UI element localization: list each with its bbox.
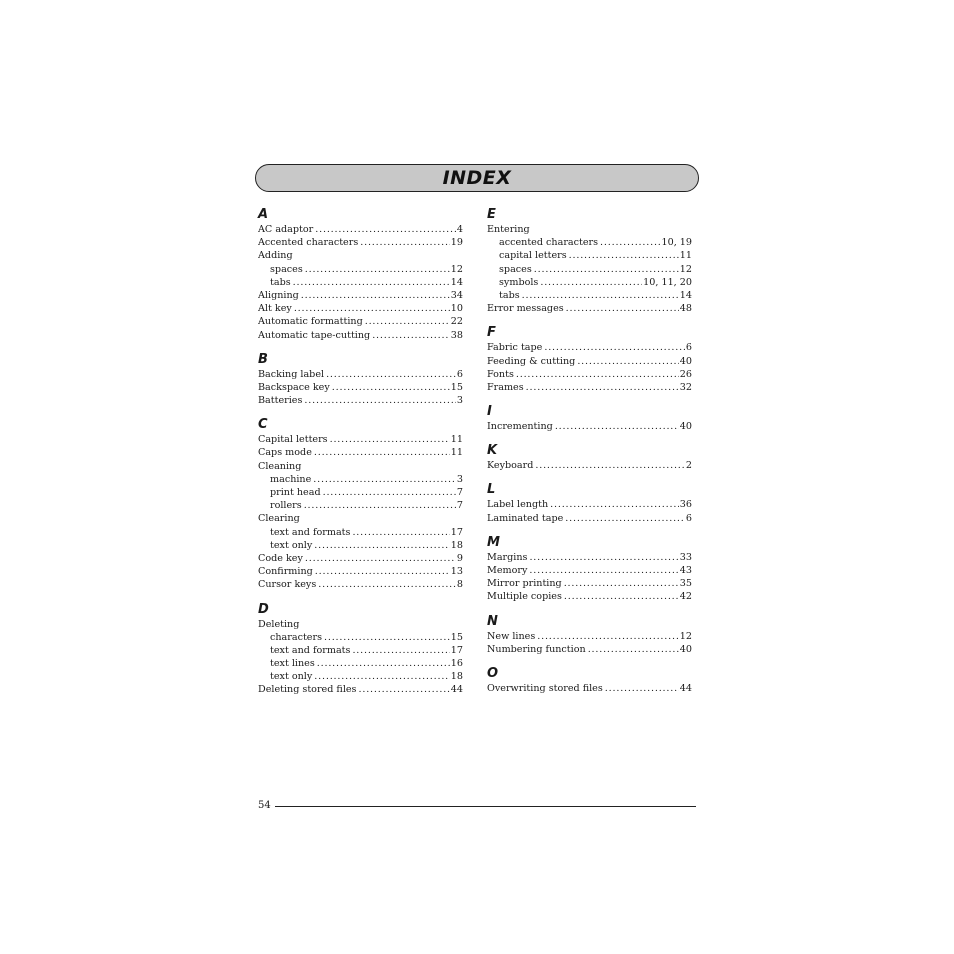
index-entry	[487, 577, 692, 590]
index-entry	[258, 289, 463, 302]
index-entry-term: tabs	[270, 276, 291, 288]
index-entry-page: 18	[450, 671, 463, 683]
dot-leader	[534, 263, 679, 276]
index-entry-page: 33	[679, 551, 692, 563]
index-entry-term: text lines	[270, 658, 315, 670]
index-entry	[258, 263, 463, 276]
index-entry-term: Laminated tape	[487, 512, 564, 524]
dot-leader	[294, 302, 450, 315]
dot-leader	[565, 512, 685, 525]
index-entry	[258, 539, 463, 552]
index-entry-term: text only	[270, 671, 313, 683]
section-letter-m: M	[487, 534, 500, 550]
index-entry-page: 13	[450, 566, 463, 578]
index-entry-term: rollers	[270, 500, 302, 512]
index-entry	[487, 355, 692, 368]
index-entry-page: 4	[456, 224, 463, 235]
index-entry-term: Capital letters	[258, 434, 328, 446]
index-entry-page: 44	[450, 684, 463, 696]
dot-leader	[544, 341, 685, 354]
index-entry	[487, 682, 692, 695]
index-entry-term: Multiple copies	[487, 591, 562, 603]
index-entry-page: 36	[679, 499, 692, 511]
section-letter-e: E	[487, 207, 496, 222]
dot-leader	[555, 420, 679, 433]
index-entry-term: accented characters	[499, 237, 599, 249]
index-entry-term: Automatic formatting	[258, 316, 363, 328]
index-entry-page: 35	[679, 578, 692, 590]
index-entry-term: Feeding & cutting	[487, 355, 576, 367]
index-entry-term: Numbering function	[487, 643, 586, 655]
index-entry	[258, 631, 463, 644]
index-entry-term: Margins	[487, 551, 528, 563]
index-title-banner	[255, 164, 699, 192]
index-entry-term: New lines	[487, 630, 536, 642]
index-entry	[258, 670, 463, 683]
index-entry	[487, 551, 692, 564]
dot-leader	[313, 473, 456, 486]
index-entry	[487, 223, 692, 236]
index-entry	[487, 249, 692, 262]
index-entry	[258, 526, 463, 539]
section-letter-b: B	[258, 351, 268, 367]
index-entry	[258, 657, 463, 670]
index-entry-term: Backspace key	[258, 381, 330, 393]
index-entry-term: Entering	[487, 224, 530, 235]
index-entry-term: Mirror printing	[487, 578, 562, 590]
footer-rule	[275, 806, 696, 807]
index-entry-term: Error messages	[487, 303, 564, 315]
index-entry-page: 11	[679, 250, 692, 262]
dot-leader	[564, 577, 679, 590]
index-entry	[487, 289, 692, 302]
dot-leader	[304, 394, 455, 407]
index-entry-page: 48	[679, 303, 692, 315]
index-entry-term: spaces	[270, 263, 303, 275]
section-letter-k: K	[487, 443, 498, 459]
dot-leader	[326, 368, 456, 381]
dot-leader	[529, 551, 678, 564]
dot-leader	[577, 355, 678, 368]
index-entry-term: Alt key	[258, 303, 292, 315]
index-entry	[258, 329, 463, 342]
index-entry-page: 14	[679, 289, 692, 301]
index-entry	[487, 512, 692, 525]
index-entry	[487, 590, 692, 603]
index-entry	[487, 368, 692, 381]
dot-leader	[526, 381, 679, 394]
index-entry-page: 10, 11, 20	[643, 276, 692, 288]
index-entry	[258, 618, 463, 631]
index-entry-page: 18	[450, 539, 463, 551]
dot-leader	[564, 590, 679, 603]
index-entry-term: text only	[270, 539, 313, 551]
index-entry-page: 6	[685, 512, 692, 524]
index-entry-page: 16	[450, 658, 463, 670]
dot-leader	[522, 289, 679, 302]
index-entry-page: 44	[679, 682, 692, 694]
dot-leader	[569, 249, 679, 262]
index-entry-term: characters	[270, 631, 322, 643]
index-entry-page: 17	[450, 526, 463, 538]
dot-leader	[600, 236, 660, 249]
dot-leader	[315, 223, 456, 236]
index-entry	[258, 683, 463, 696]
index-entry-term: Batteries	[258, 395, 303, 407]
index-entry-page: 7	[456, 487, 463, 498]
index-entry-page: 11	[450, 434, 463, 446]
index-entry-page: 40	[679, 421, 692, 433]
dot-leader	[330, 433, 450, 446]
index-entry-term: AC adaptor	[258, 224, 314, 235]
index-entry-term: Clearing	[258, 513, 300, 525]
index-entry-page: 15	[450, 631, 463, 643]
index-entry-page: 3	[456, 395, 463, 407]
index-entry	[487, 643, 692, 656]
dot-leader	[305, 552, 456, 565]
index-entry-page: 6	[456, 368, 463, 380]
index-entry-page: 17	[450, 644, 463, 656]
section-letter-f: F	[487, 325, 496, 341]
index-entry-page: 40	[679, 643, 692, 655]
index-entry-page: 10	[450, 303, 463, 315]
index-entry-term: Keyboard	[487, 460, 534, 472]
dot-leader	[359, 683, 450, 696]
section-letter-i: I	[487, 404, 492, 420]
index-entry-term: machine	[270, 473, 312, 485]
index-entry	[258, 552, 463, 565]
dot-leader	[352, 526, 449, 539]
index-entry-page: 10, 19	[661, 237, 692, 249]
section-letter-a: A	[258, 207, 269, 222]
dot-leader	[529, 564, 678, 577]
index-entry-term: Confirming	[258, 566, 313, 578]
index-entry-page: 11	[450, 447, 463, 459]
dot-leader	[372, 329, 450, 342]
dot-leader	[540, 276, 642, 289]
section-letter-n: N	[487, 613, 498, 629]
index-entry	[487, 276, 692, 289]
index-entry-page: 6	[685, 342, 692, 354]
index-entry-page: 43	[679, 565, 692, 576]
dot-leader	[324, 631, 450, 644]
index-entry	[487, 420, 692, 433]
index-entry-term: Frames	[487, 381, 524, 393]
dot-leader	[535, 459, 685, 472]
index-column-left	[258, 207, 463, 697]
index-entry-page: 14	[450, 276, 463, 288]
index-entry-term: Cleaning	[258, 460, 302, 472]
index-entry-page: 9	[456, 552, 463, 564]
index-entry-term: Caps mode	[258, 447, 312, 459]
index-entry-term: Deleting stored files	[258, 684, 357, 696]
index-entry-term: Overwriting stored files	[487, 682, 603, 694]
section-letter-d: D	[258, 601, 269, 617]
index-entry-page: 12	[679, 263, 692, 275]
dot-leader	[305, 263, 450, 276]
index-entry	[487, 302, 692, 315]
index-entry	[258, 433, 463, 446]
index-entry-term: Fonts	[487, 368, 514, 380]
dot-leader	[566, 302, 679, 315]
dot-leader	[314, 446, 450, 459]
index-entry-term: Backing label	[258, 368, 325, 380]
index-entry-page: 12	[679, 630, 692, 642]
index-entry-page: 19	[450, 237, 463, 249]
index-entry	[258, 644, 463, 657]
page-title: INDEX	[442, 167, 512, 189]
section-letter-o: O	[487, 665, 499, 681]
index-entry-term: symbols	[499, 276, 539, 288]
index-entry-term: Label length	[487, 499, 549, 511]
index-entry	[258, 223, 463, 236]
index-entry-term: spaces	[499, 263, 532, 275]
index-entry-term: Code key	[258, 552, 303, 564]
index-entry	[487, 630, 692, 643]
dot-leader	[315, 565, 450, 578]
index-entry-term: text and formats	[270, 644, 351, 656]
index-entry	[258, 578, 463, 591]
index-entry	[258, 460, 463, 473]
index-entry-term: Memory	[487, 565, 528, 576]
index-entry	[258, 249, 463, 262]
index-entry-term: Automatic tape-cutting	[258, 329, 371, 341]
index-entry	[258, 446, 463, 459]
index-entry	[258, 236, 463, 249]
index-entry	[487, 381, 692, 394]
dot-leader	[352, 644, 449, 657]
index-entry	[487, 459, 692, 472]
index-entry	[258, 486, 463, 499]
index-entry-page: 8	[456, 579, 463, 591]
dot-leader	[537, 630, 679, 643]
index-entry-term: print head	[270, 487, 321, 498]
dot-leader	[318, 578, 456, 591]
index-entry-page: 2	[685, 460, 692, 472]
index-entry-page: 22	[450, 316, 463, 328]
dot-leader	[332, 381, 450, 394]
index-entry	[258, 512, 463, 525]
index-entry	[258, 315, 463, 328]
index-entry-page: 34	[450, 289, 463, 301]
index-entry	[258, 368, 463, 381]
index-entry	[258, 394, 463, 407]
index-entry	[258, 473, 463, 486]
index-entry-term: Cursor keys	[258, 579, 317, 591]
index-entry	[487, 564, 692, 577]
index-entry	[258, 565, 463, 578]
index-entry-page: 26	[679, 368, 692, 380]
index-entry	[258, 499, 463, 512]
index-entry	[487, 263, 692, 276]
index-entry-term: Aligning	[258, 289, 299, 301]
dot-leader	[314, 539, 449, 552]
index-entry-term: Deleting	[258, 618, 300, 630]
index-entry-term: Adding	[258, 250, 293, 262]
section-letter-c: C	[258, 417, 268, 433]
dot-leader	[360, 236, 450, 249]
index-entry	[258, 381, 463, 394]
dot-leader	[304, 499, 456, 512]
dot-leader	[317, 657, 450, 670]
index-entry-page: 32	[679, 381, 692, 393]
dot-leader	[365, 315, 450, 328]
index-entry-page: 38	[450, 329, 463, 341]
index-entry	[487, 341, 692, 354]
index-entry	[487, 498, 692, 511]
index-entry	[258, 302, 463, 315]
index-entry-term: capital letters	[499, 250, 567, 262]
index-entry-term: Accented characters	[258, 237, 359, 249]
index-entry-page: 40	[679, 355, 692, 367]
index-entry-page: 3	[456, 473, 463, 485]
index-entry-page: 15	[450, 381, 463, 393]
dot-leader	[314, 670, 449, 683]
dot-leader	[550, 498, 679, 511]
dot-leader	[293, 276, 450, 289]
index-entry	[487, 236, 692, 249]
index-entry-term: Fabric tape	[487, 342, 543, 354]
dot-leader	[301, 289, 450, 302]
index-column-right	[487, 207, 692, 695]
index-entry	[258, 276, 463, 289]
index-entry-term: Incrementing	[487, 421, 553, 433]
index-entry-term: tabs	[499, 289, 520, 301]
dot-leader	[323, 486, 456, 499]
page-number: 54	[258, 800, 271, 811]
dot-leader	[588, 643, 679, 656]
index-entry-term: text and formats	[270, 526, 351, 538]
dot-leader	[605, 682, 679, 695]
index-entry-page: 42	[679, 591, 692, 603]
index-entry-page: 12	[450, 263, 463, 275]
section-letter-l: L	[487, 482, 496, 498]
dot-leader	[516, 368, 679, 381]
index-entry-page: 7	[456, 500, 463, 512]
